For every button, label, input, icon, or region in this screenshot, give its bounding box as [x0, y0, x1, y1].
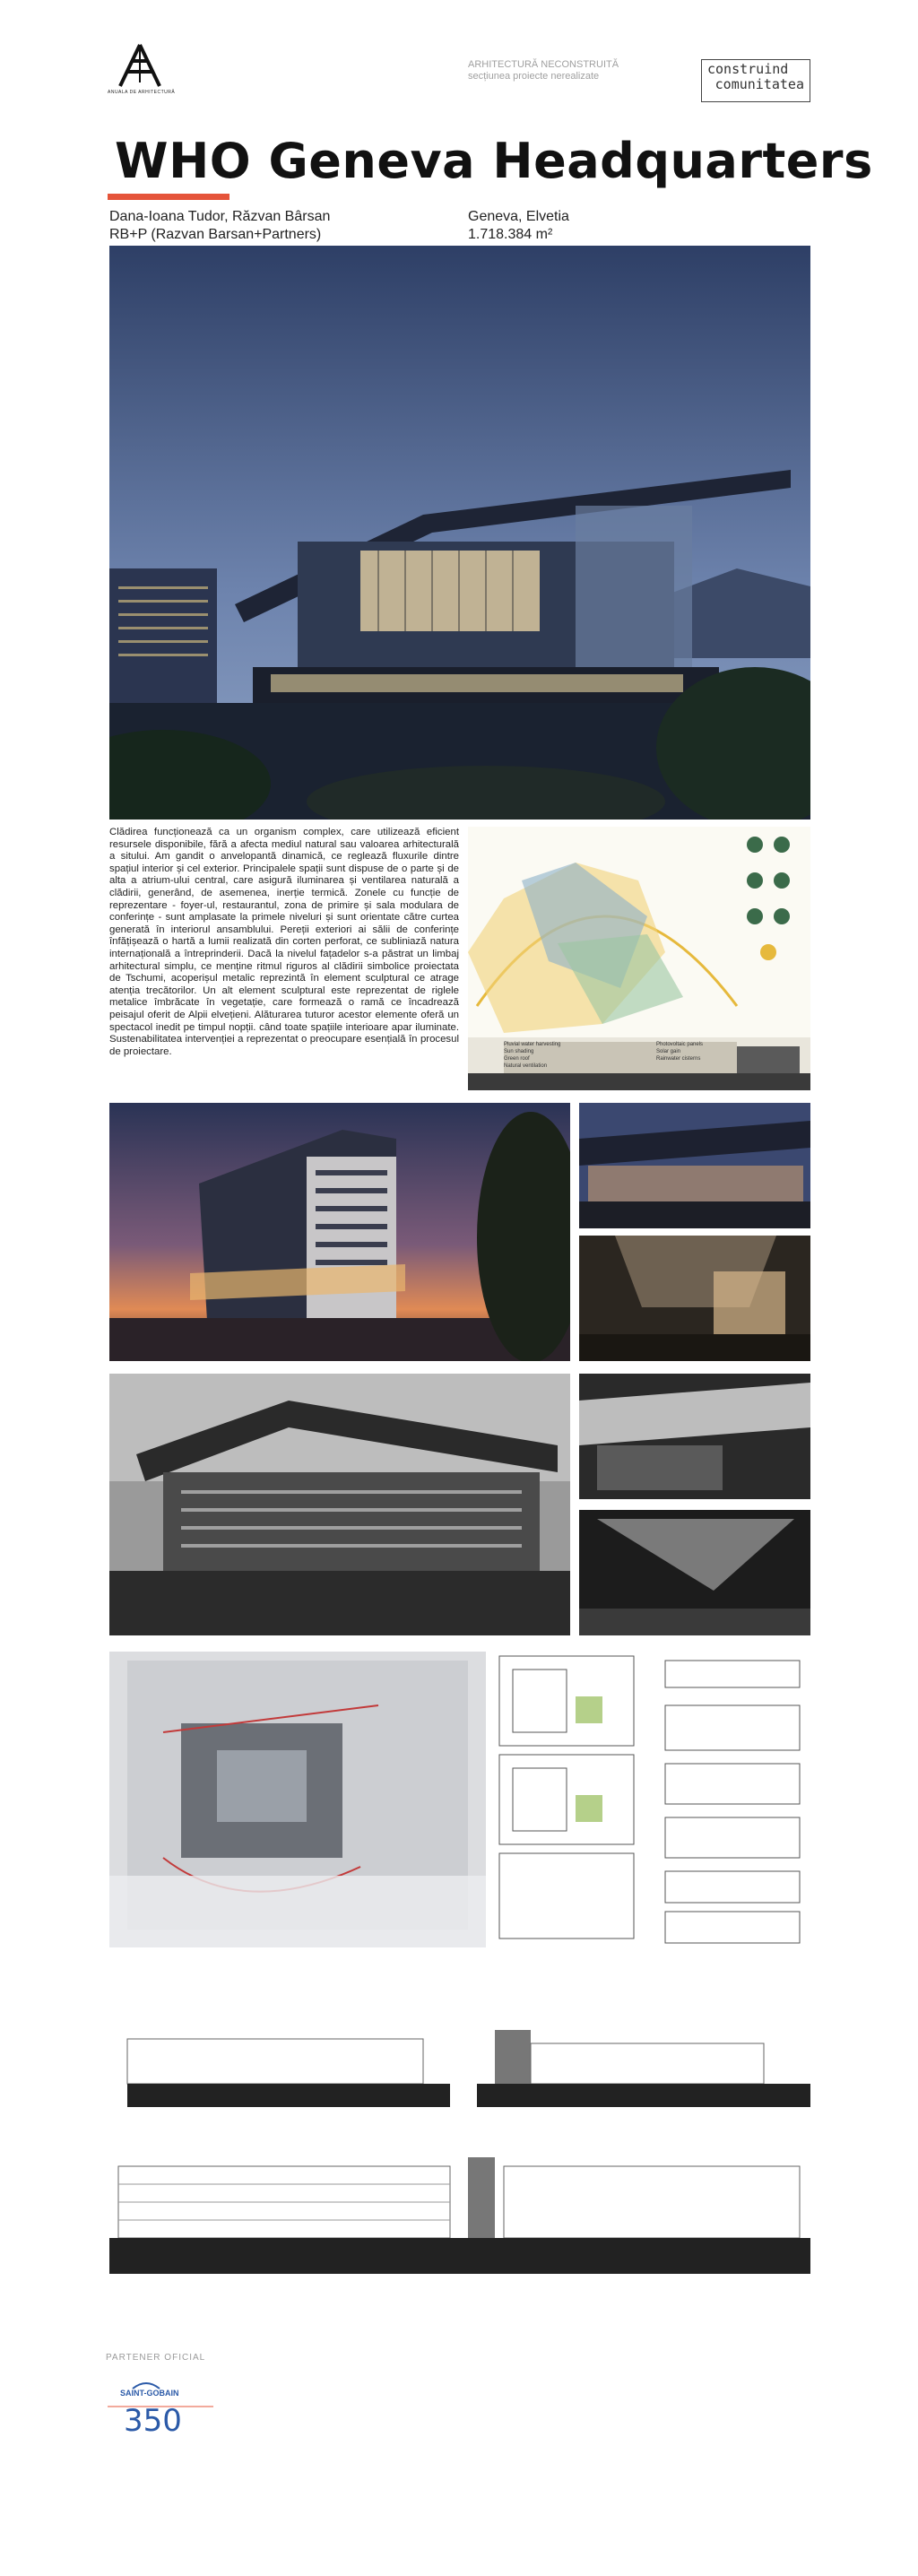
project-area: 1.718.384 m²: [468, 227, 553, 242]
page-title: WHO Geneva Headquarters: [115, 133, 873, 189]
brand-logo: [701, 59, 810, 102]
project-location-info: [468, 208, 569, 244]
atrium-render: [579, 1236, 810, 1361]
brand-line-1: construind: [707, 61, 789, 77]
bw-roof-detail-render: [579, 1510, 810, 1635]
partner-number: 350: [124, 2403, 182, 2439]
school-logo: [108, 43, 179, 102]
title-accent-rule: [108, 194, 230, 200]
diagram-label: Solar gain: [656, 1049, 681, 1054]
floor-plans-drawing: [495, 1652, 810, 1947]
project-authors: Dana-Ioana Tudor, Răzvan Bârsan: [109, 209, 331, 224]
sustainability-diagram: [468, 827, 810, 1090]
project-description: Clădirea funcționează ca un organism complex, care utilizează eficient resursele disponibile, fără a afecta mediul natural sau valoarea arhitecturală a sitului. Am gandit o anvelopantă dinamică, ce reglează fluxurile dintre spațiul interior și cel exterior. Principalele spații sunt dispuse de o parte și de alta a atrium-ului central, care asigură iluminarea și ventilarea naturală a clădirii, generând, de asemenea, inerție termică. Zonele cu funcție de reprezentare - foyer-ul, restaurantul, zona de primire și sala modulara de conferințe - sunt amplasate la primele niveluri și sunt orientate către curtea generată în interiorul ansamblului. Pereții exteriori ai sălii de conferințe înfățișează o hartă a lumii realizată din corten perforat, ce subliniază natura internațională a întreprinderii. Dacă la nivelul fațadelor s-a păstrat un limbaj arhitectural simplu, ce menține ritmul riguros al clădirii simbolice proiectata de Tschumi, acoperișul metalic reprezintă în element sculptural ce atrage atenția trecătorilor. Un alt element sculptural este reprezentat de riglele metalice îmbrăcate în vegetație, care formează o ramă ce încadrează peisajul oferit de Alpii elvețieni. Alăturarea tuturor acestor elemente oferă un spectacol inedit pe timpul nopții. când toate spațiile interioare apar iluminate. Sustenabilitatea intervenției a reprezentat o preocupare esențială în procesul de proiectare.: [109, 827, 459, 1057]
terrace-render: [579, 1103, 810, 1228]
partner-label: PARTENER OFICIAL: [106, 2353, 206, 2363]
project-credits: [109, 208, 330, 244]
partner-logo: [106, 2376, 213, 2439]
logo-a-icon: [115, 43, 165, 88]
project-office: RB+P (Razvan Barsan+Partners): [109, 227, 322, 242]
night-facade-render: [109, 1103, 570, 1361]
sections-drawing: [109, 2148, 810, 2274]
section-line-2: secțiunea proiecte nerealizate: [468, 71, 600, 82]
diagram-label: Rainwater cisterns: [656, 1056, 701, 1062]
brand-line-2: comunitatea: [714, 76, 804, 92]
section-tag: [468, 59, 619, 82]
diagram-label: Green roof: [504, 1056, 530, 1062]
diagram-label: Sun shading: [504, 1049, 534, 1054]
bw-canopy-render: [579, 1374, 810, 1499]
diagram-label: Natural ventilation: [504, 1063, 548, 1069]
elevations-drawing: [109, 2021, 810, 2107]
bw-street-render: [109, 1374, 570, 1635]
aerial-site-plan: [109, 1652, 486, 1947]
partner-brand: SAINT-GOBAIN: [120, 2389, 179, 2398]
hero-render-image: [109, 246, 810, 820]
logo-text: ANUALA DE ARHITECTURĂ: [108, 90, 176, 95]
project-location: Geneva, Elvetia: [468, 209, 569, 224]
section-line-1: ARHITECTURĂ NECONSTRUITĂ: [468, 59, 619, 70]
diagram-label: Pluvial water harvesting: [504, 1042, 561, 1047]
diagram-label: Photovoltaic panels: [656, 1042, 704, 1047]
